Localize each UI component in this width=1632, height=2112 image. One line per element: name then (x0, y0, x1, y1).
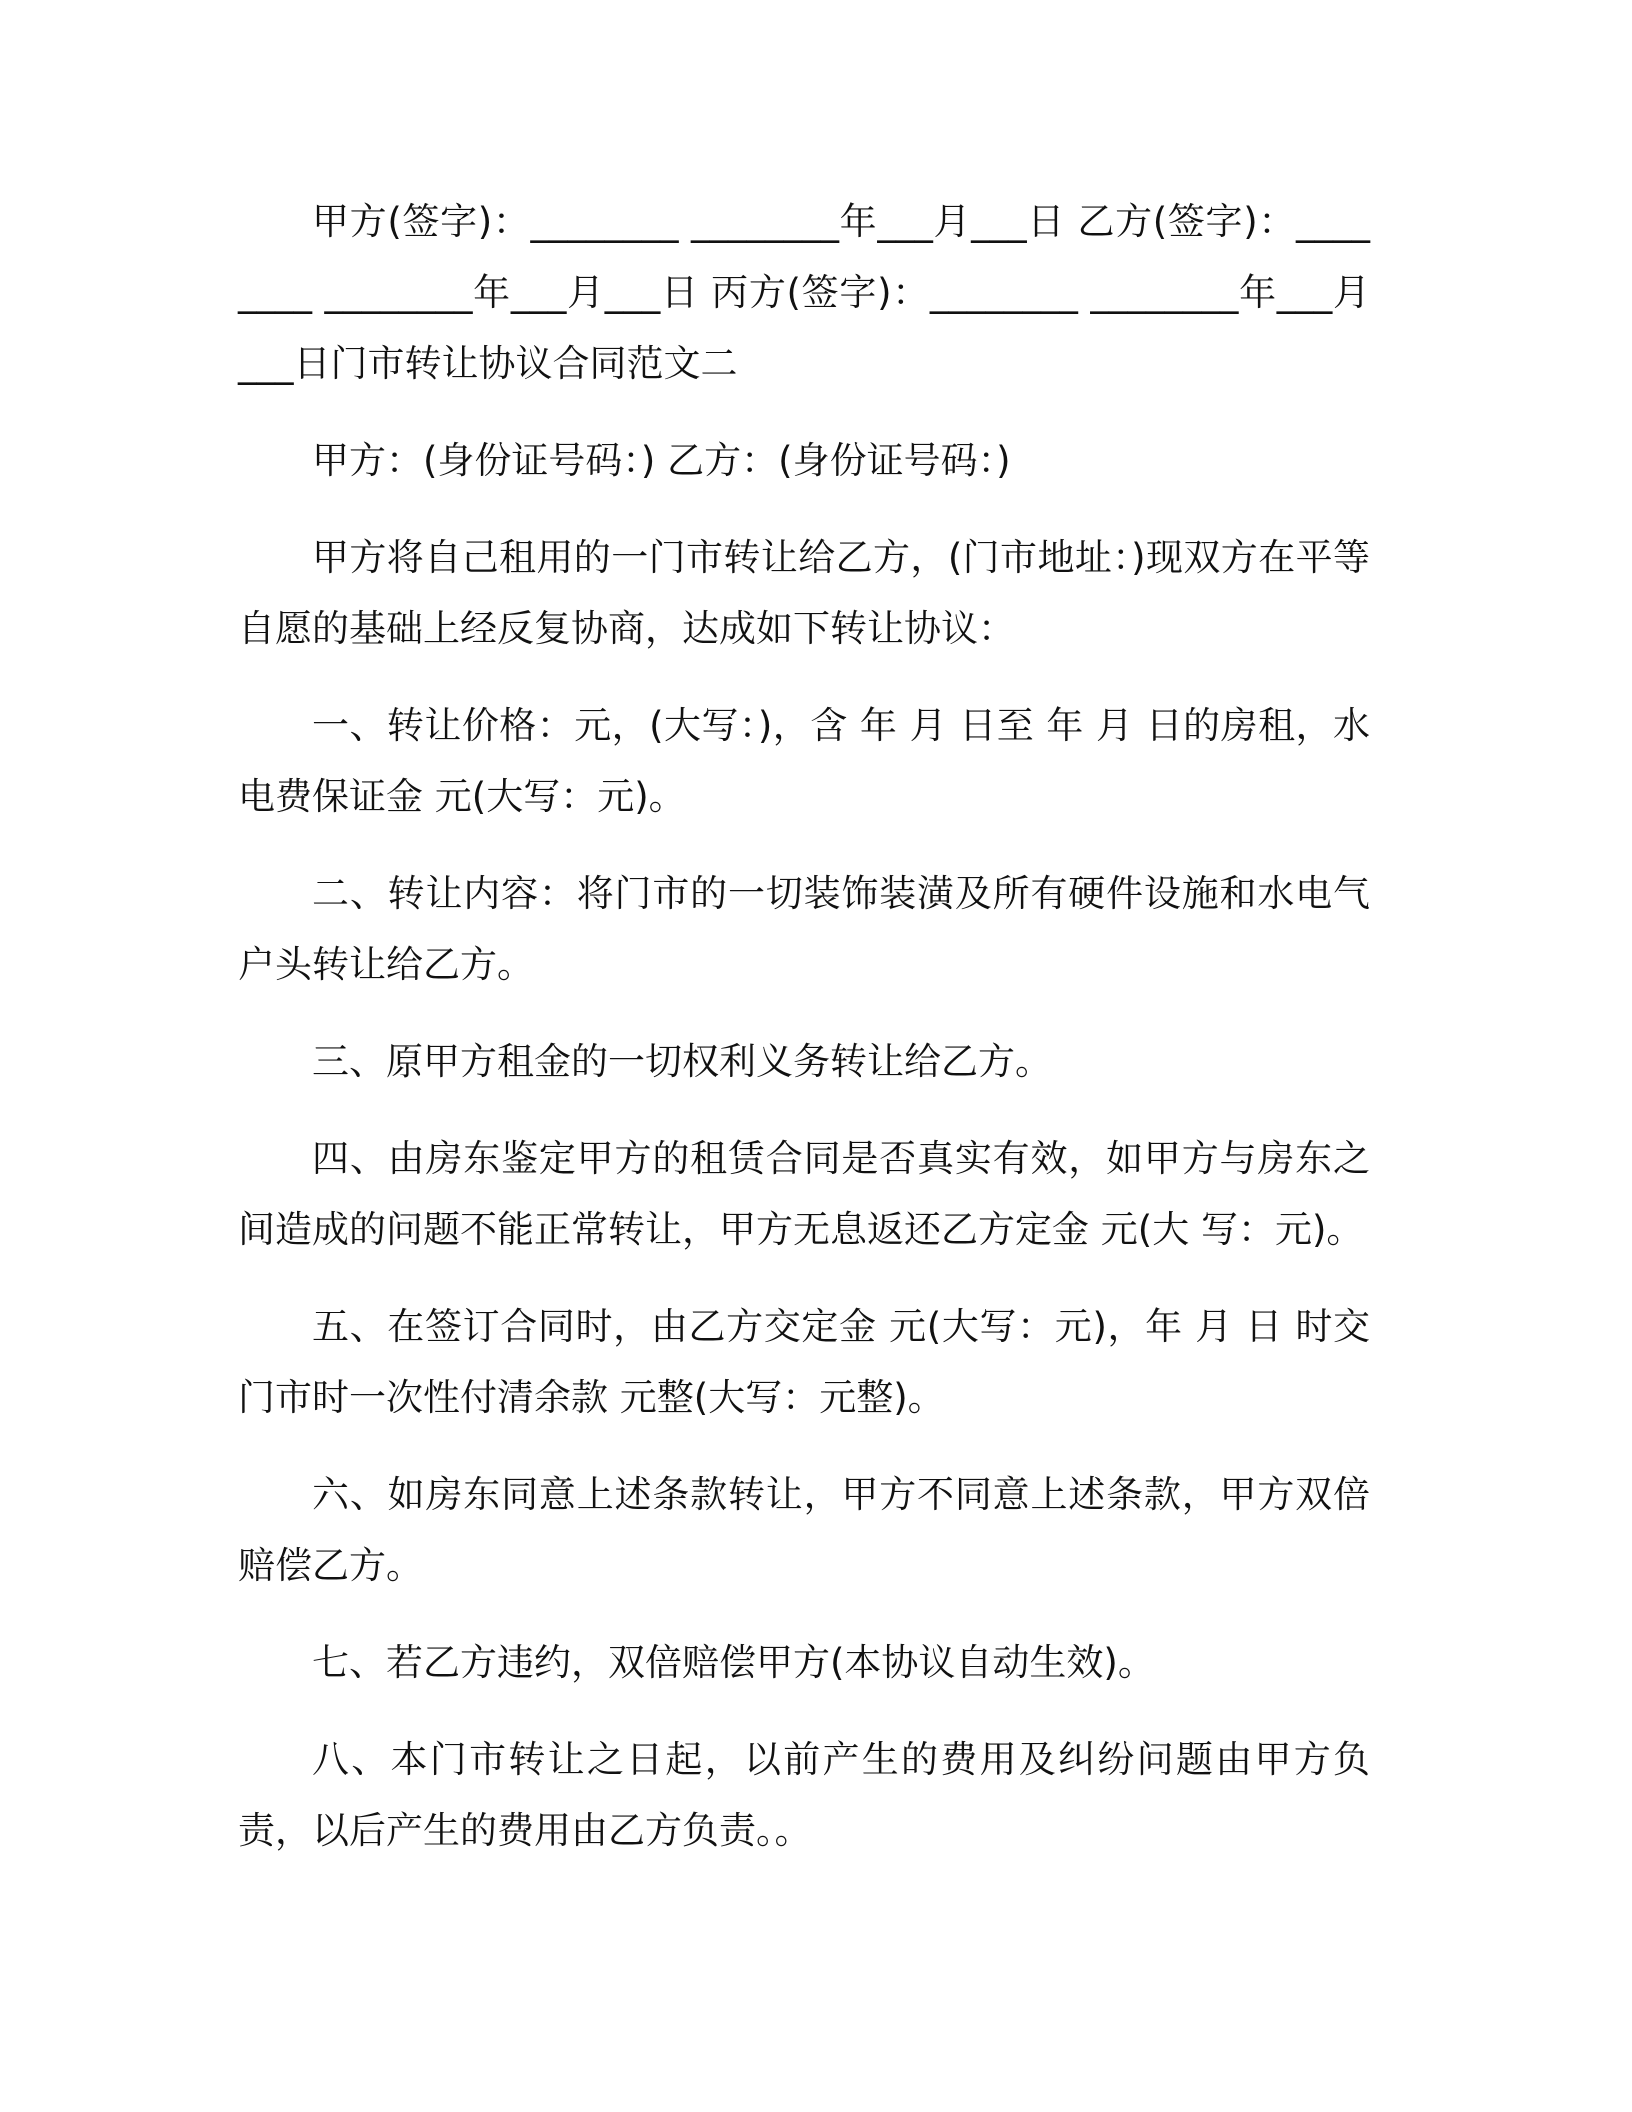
clause-1: 一、转让价格：元，(大写：)，含 年 月 日至 年 月 日的房租，水电费保证金 元(大写：元)。 (238, 704, 1370, 818)
clause-2: 二、转让内容：将门市的一切装饰装潢及所有硬件设施和水电气户头转让给乙方。 (238, 872, 1370, 986)
parties-paragraph: 甲方：(身份证号码：) 乙方：(身份证号码：) (312, 439, 1011, 482)
clause-4: 四、由房东鉴定甲方的租赁合同是否真实有效，如甲方与房东之间造成的问题不能正常转让，甲方无息返还乙方定金 元(大 写：元)。 (238, 1137, 1370, 1251)
intro-paragraph: 甲方将自己租用的一门市转让给乙方，(门市地址：)现双方在平等自愿的基础上经反复协商，达成如下转让协议： (238, 536, 1370, 650)
clause-3: 三、原甲方租金的一切权利义务转让给乙方。 (312, 1040, 1052, 1083)
signature-paragraph: 甲方(签字)：________ ________年___月___日 乙方(签字)：________ ________年___月___日 丙方(签字)：________ ________年___月___日门市转让协议合同范文二 (238, 200, 1370, 385)
clause-5: 五、在签订合同时，由乙方交定金 元(大写：元)，年 月 日 时交门市时一次性付清余款 元整(大写：元整)。 (238, 1305, 1370, 1419)
clause-7: 七、若乙方违约，双倍赔偿甲方(本协议自动生效)。 (312, 1641, 1155, 1684)
clause-8: 八、本门市转让之日起，以前产生的费用及纠纷问题由甲方负责，以后产生的费用由乙方负责。。 (238, 1738, 1370, 1852)
document-body (238, 186, 1370, 1892)
clause-6: 六、如房东同意上述条款转让，甲方不同意上述条款，甲方双倍赔偿乙方。 (238, 1473, 1370, 1587)
